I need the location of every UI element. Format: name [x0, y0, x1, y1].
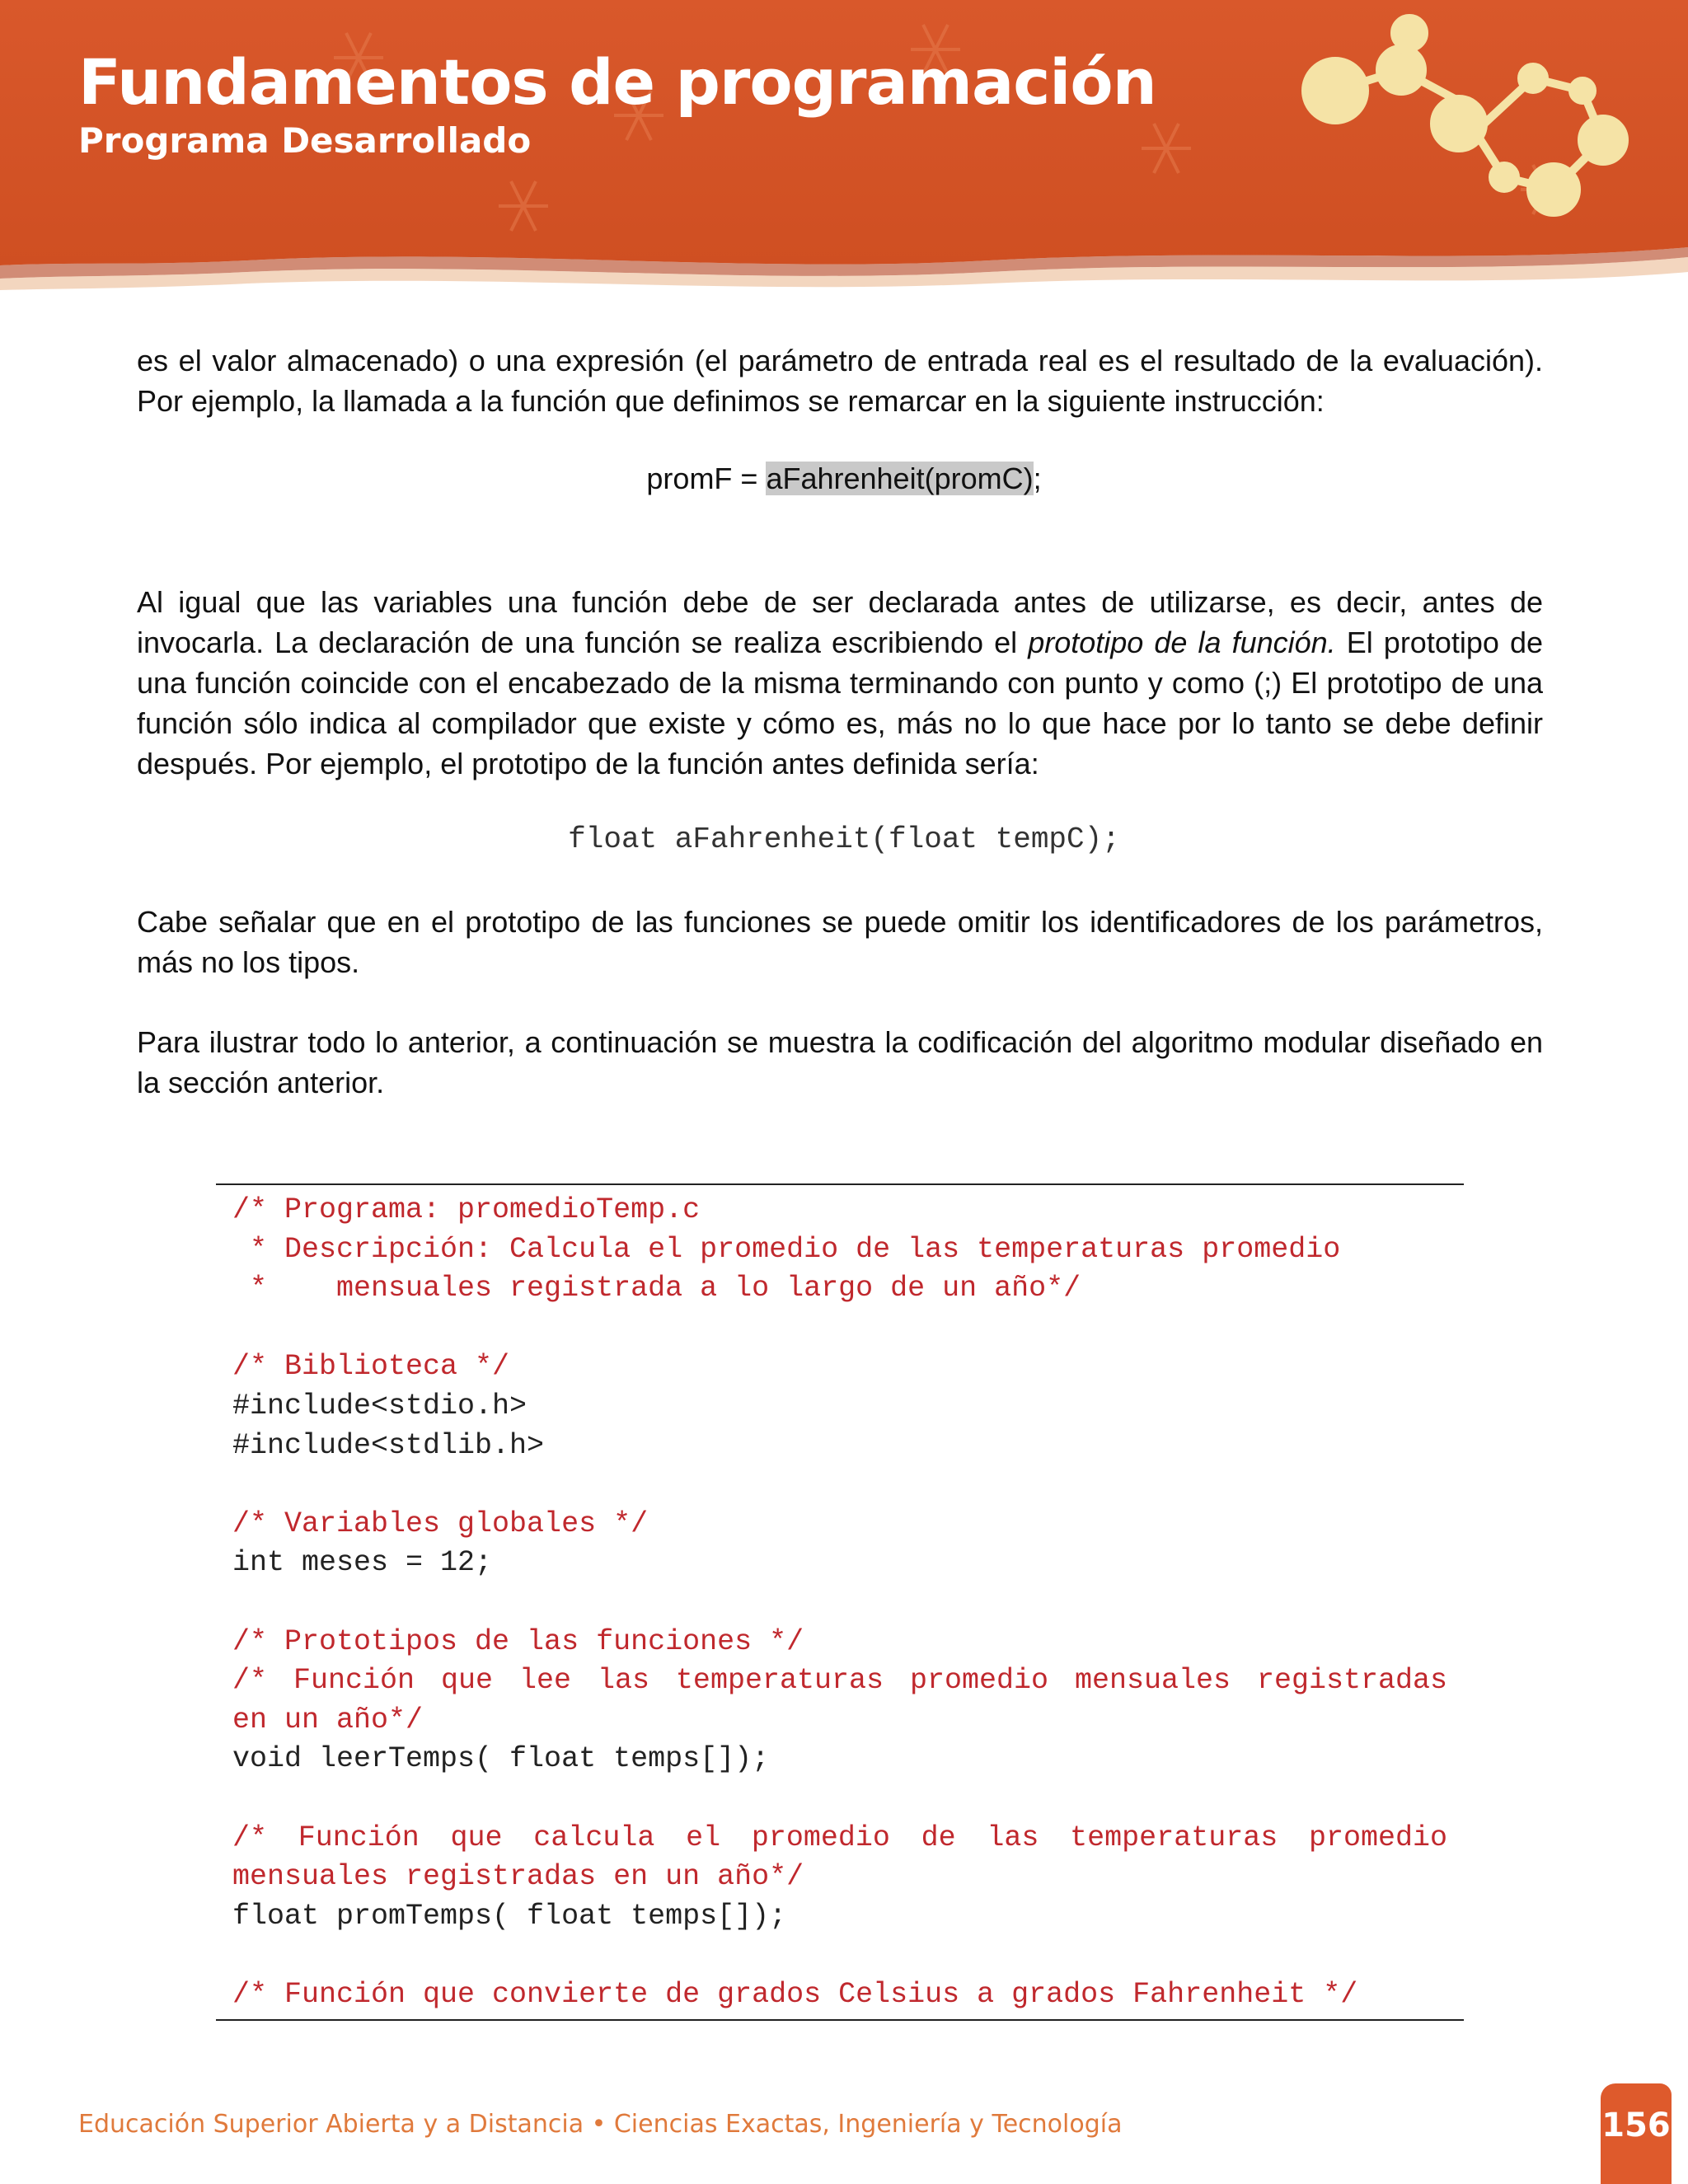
- code-line: /* Biblioteca */: [232, 1350, 510, 1384]
- code-line: [232, 1582, 1447, 1622]
- code-line: [232, 1779, 1447, 1818]
- code-line: /* Función que convierte de grados Celsius a grados Fahrenheit */: [232, 1978, 1358, 2011]
- header-banner: [0, 0, 1688, 297]
- code-line: /* Función que lee las temperaturas promedio mensuales registradas: [232, 1664, 1447, 1698]
- code-line: int meses = 12;: [232, 1546, 493, 1580]
- code-line: [232, 1935, 1447, 1975]
- code-line: void leerTemps( float temps[]);: [232, 1742, 770, 1776]
- paragraph-declaration: [137, 582, 1543, 784]
- paragraph-text: [137, 582, 1543, 784]
- paragraph-text: Cabe señalar que en el prototipo de las funciones se puede omitir los identificadores de los parámetros, más no los tipos.: [137, 905, 1543, 979]
- paragraph-intro: [137, 340, 1543, 421]
- page-title: Fundamentos de programación: [78, 45, 1156, 119]
- code-line: * Descripción: Calcula el promedio de las temperaturas promedio: [232, 1232, 1341, 1266]
- code-listing: [216, 1183, 1464, 2021]
- code-line: #include<stdio.h>: [232, 1390, 528, 1422]
- paragraph-illustration: [137, 1022, 1543, 1103]
- page-subtitle: Programa Desarrollado: [78, 120, 532, 161]
- code-line: en un año*/: [232, 1703, 424, 1736]
- footer-text: Educación Superior Abierta y a Distancia • Ciencias Exactas, Ingeniería y Tecnología: [78, 2110, 1123, 2139]
- prototype-code: float aFahrenheit(float tempC);: [568, 823, 1120, 856]
- code-line: /* Variables globales */: [232, 1507, 649, 1540]
- text-run: Al igual que las variables una función debe de ser declarada antes de utilizarse, es decir, antes de invocarla. La declaración de una función se realiza escribiendo el: [137, 585, 1543, 659]
- paragraph-prototype-note: [137, 902, 1543, 982]
- page-number-tab: [1601, 2083, 1672, 2184]
- text-line: es el valor almacenado) o una expresión (el parámetro de entrada real es el resultado de la evaluación).: [137, 344, 1543, 377]
- code-line: #include<stdlib.h>: [232, 1428, 545, 1462]
- call-suffix: ;: [1033, 462, 1042, 495]
- code-line: /* Función que calcula el promedio de las temperaturas promedio: [232, 1821, 1447, 1854]
- page-number: 156: [1601, 2107, 1671, 2144]
- code-line: mensuales registradas en un año*/: [232, 1860, 804, 1894]
- code-line: float promTemps( float temps[]);: [232, 1899, 787, 1933]
- text-line: Por ejemplo, la llamada a la función que definimos se remarcar en la siguiente instrucción:: [137, 384, 1325, 418]
- code-line: /* Programa: promedioTemp.c: [232, 1193, 701, 1226]
- code-line: [232, 1465, 1447, 1504]
- paragraph-text: Para ilustrar todo lo anterior, a continuación se muestra la codificación del algoritmo modular diseñado en la sección anterior.: [137, 1025, 1543, 1099]
- text-run: El prototipo de una función coincide con el encabezado de la misma terminando con punto y como (;) El prototipo de una función sólo indica al compilador que existe y cómo es, más no lo que hace por lo tanto se debe definir después. Por ejemplo, el prototipo de la función antes definida sería:: [137, 626, 1544, 780]
- code-line: * mensuales registrada a lo largo de un año*/: [232, 1272, 1081, 1305]
- code-line: [232, 1308, 1447, 1347]
- function-call-example: [0, 462, 1688, 496]
- highlighted-call: aFahrenheit(promC): [766, 462, 1034, 495]
- emphasis-text: prototipo de la función.: [1028, 626, 1336, 659]
- code-line: /* Prototipos de las funciones */: [232, 1624, 804, 1658]
- call-prefix: promF =: [646, 462, 767, 495]
